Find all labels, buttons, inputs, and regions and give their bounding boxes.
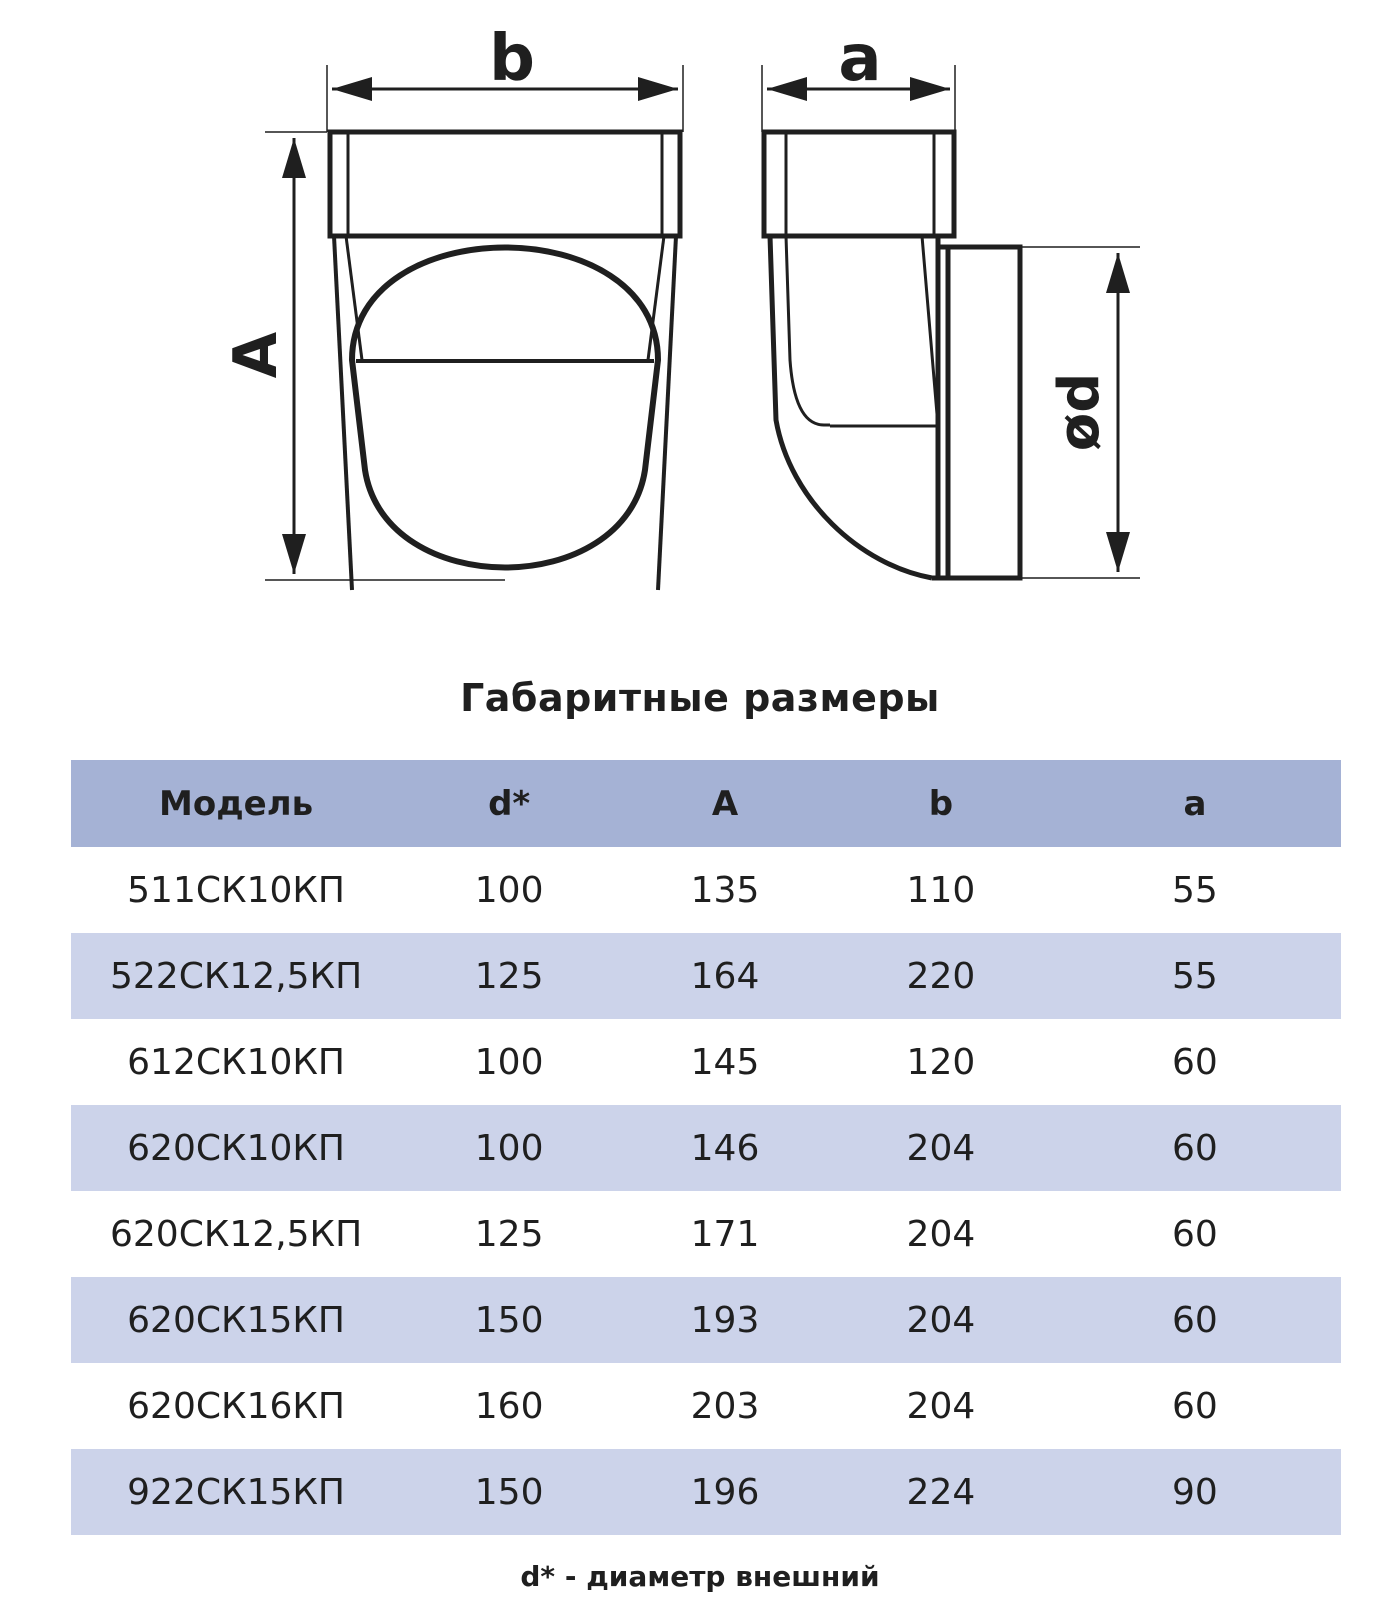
header-b: b [833,760,1049,847]
cell-A: 164 [617,933,833,1019]
cell-d: 150 [401,1277,617,1363]
table-row [71,1449,1341,1535]
table-row [71,1277,1341,1363]
cell-model: 620СК16КП [71,1363,401,1449]
cell-A: 145 [617,1019,833,1105]
table-row [71,933,1341,1019]
cell-A: 203 [617,1363,833,1449]
cell-a: 60 [1049,1105,1341,1191]
table-row [71,847,1341,933]
label-A: A [221,331,291,379]
dimension-d [1047,253,1118,572]
cell-d: 160 [401,1363,617,1449]
dimension-a [767,22,950,96]
cell-b: 204 [833,1191,1049,1277]
cell-a: 60 [1049,1019,1341,1105]
cell-b: 110 [833,847,1049,933]
cell-d: 125 [401,1191,617,1277]
cell-a: 90 [1049,1449,1341,1535]
technical-drawing [0,0,1400,620]
cell-d: 100 [401,847,617,933]
cell-A: 171 [617,1191,833,1277]
header-model: Модель [71,760,401,847]
cell-model: 522СК12,5КП [71,933,401,1019]
dimension-A [221,138,294,574]
cell-b: 120 [833,1019,1049,1105]
table-row [71,1363,1341,1449]
cell-a: 60 [1049,1191,1341,1277]
label-d: ød [1047,372,1112,452]
side-view [762,65,1140,578]
cell-a: 60 [1049,1277,1341,1363]
label-b: b [489,22,535,96]
cell-b: 220 [833,933,1049,1019]
cell-model: 620СК15КП [71,1277,401,1363]
cell-d: 125 [401,933,617,1019]
cell-a: 60 [1049,1363,1341,1449]
cell-b: 224 [833,1449,1049,1535]
dimensions-table [71,760,1341,1535]
table-header-row [71,760,1341,847]
dimension-b [332,22,678,96]
cell-b: 204 [833,1277,1049,1363]
table-row [71,1019,1341,1105]
cell-A: 146 [617,1105,833,1191]
cell-model: 620СК12,5КП [71,1191,401,1277]
section-title: Габаритные размеры [460,676,940,720]
cell-model: 620СК10КП [71,1105,401,1191]
footnote: d* - диаметр внешний [520,1560,880,1593]
cell-A: 196 [617,1449,833,1535]
cell-d: 100 [401,1105,617,1191]
cell-b: 204 [833,1105,1049,1191]
cell-a: 55 [1049,847,1341,933]
cell-A: 193 [617,1277,833,1363]
header-d: d* [401,760,617,847]
front-view [265,65,683,590]
cell-A: 135 [617,847,833,933]
cell-model: 511СК10КП [71,847,401,933]
cell-d: 100 [401,1019,617,1105]
dimensions-table-wrap [71,760,1341,1535]
cell-b: 204 [833,1363,1049,1449]
cell-model: 612СК10КП [71,1019,401,1105]
cell-model: 922СК15КП [71,1449,401,1535]
table-row [71,1105,1341,1191]
table-row [71,1191,1341,1277]
cell-d: 150 [401,1449,617,1535]
label-a: a [838,22,882,96]
cell-a: 55 [1049,933,1341,1019]
header-A: A [617,760,833,847]
header-a: a [1049,760,1341,847]
